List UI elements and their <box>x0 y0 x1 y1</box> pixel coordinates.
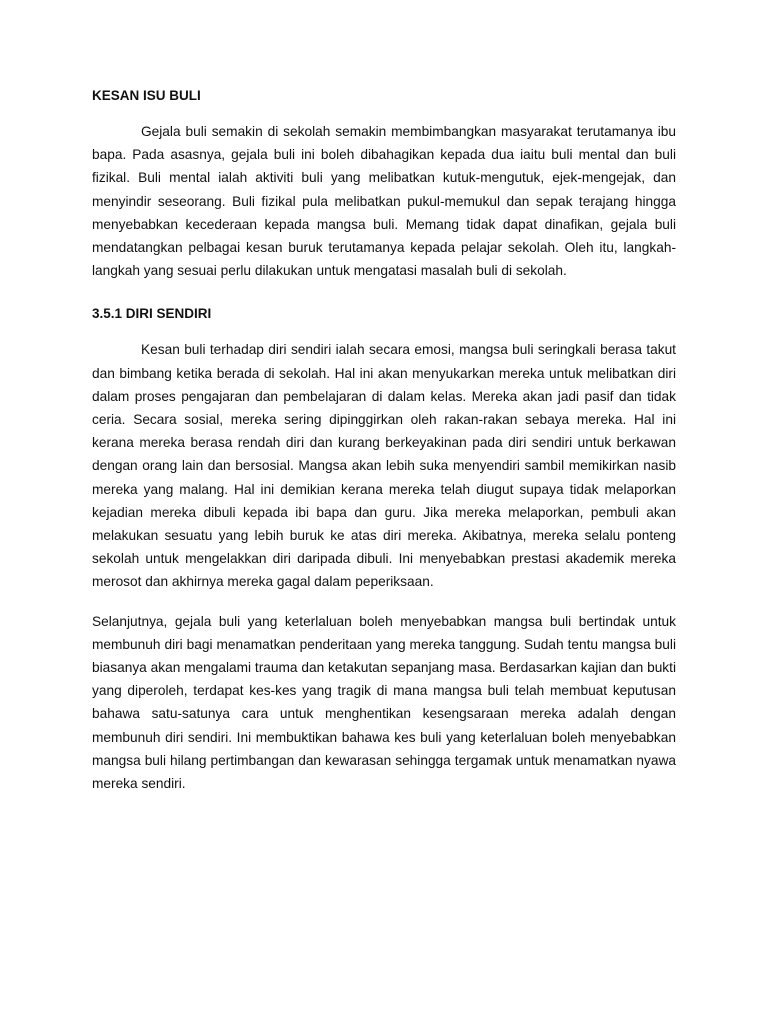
diri-sendiri-paragraph-2: Selanjutnya, gejala buli yang keterlaluan boleh menyebabkan mangsa buli bertindak untuk membunuh diri bagi menamatkan penderitaan yang mereka tanggung. Sudah tentu mangsa buli biasanya akan mengalami trauma dan ketakutan sepanjang masa. Berdasarkan kajian dan bukti yang diperoleh, terdapat kes-kes yang tragik di mana mangsa buli telah membuat keputusan bahawa satu-satunya cara untuk menghentikan kesengsaraan mereka adalah dengan membunuh diri sendiri. Ini membuktikan bahawa kes buli yang keterlaluan boleh menyebabkan mangsa buli hilang pertimbangan dan kewarasan sehingga tergamak untuk menamatkan nyawa mereka sendiri. <box>92 613 676 792</box>
section-title-diri-sendiri: 3.5.1 DIRI SENDIRI <box>92 306 212 322</box>
intro-paragraph: Gejala buli semakin di sekolah semakin membimbangkan masyarakat terutamanya ibu bapa. Pada asasnya, gejala buli ini boleh dibahagikan kepada dua iaitu buli mental dan buli fizikal. Buli mental ialah aktiviti buli yang melibatkan kutuk-mengutuk, ejek-mengejak, dan menyindir seseorang. Buli fizikal pula melibatkan pukul-memukul dan sepak terajang hingga menyebabkan kecederaan kepada mangsa buli. Memang tidak dapat dinafikan, gejala buli mendatangkan pelbagai kesan buruk terutamanya kepada pelajar sekolah. Oleh itu, langkah-langkah yang sesuai perlu dilakukan untuk mengatasi masalah buli di sekolah. <box>92 124 676 279</box>
document-page <box>92 86 676 795</box>
section-title-kesan-isu-buli: KESAN ISU BULI <box>92 88 201 103</box>
diri-sendiri-paragraph-1: Kesan buli terhadap diri sendiri ialah secara emosi, mangsa buli seringkali berasa takut dan bimbang ketika berada di sekolah. Hal ini akan menyukarkan mereka untuk melibatkan diri dalam proses pengajaran dan pembelajaran di dalam kelas. Mereka akan jadi pasif dan tidak ceria. Secara sosial, mereka sering dipinggirkan oleh rakan-rakan sebaya mereka. Hal ini kerana mereka berasa rendah diri dan kurang berkeyakinan pada diri sendiri untuk berkawan dengan orang lain dan bersosial. Mangsa akan lebih suka menyendiri sambil memikirkan nasib mereka yang malang. Hal ini demikian kerana mereka telah diugut supaya tidak melaporkan kejadian mereka dibuli kepada ibi bapa dan guru. Jika mereka melaporkan, pembuli akan melakukan sesuatu yang lebih buruk ke atas diri mereka. Akibatnya, mereka selalu ponteng sekolah untuk mengelakkan diri daripada dibuli. Ini menyebabkan prestasi akademik mereka merosot dan akhirnya mereka gagal dalam peperiksaan. <box>92 342 676 590</box>
